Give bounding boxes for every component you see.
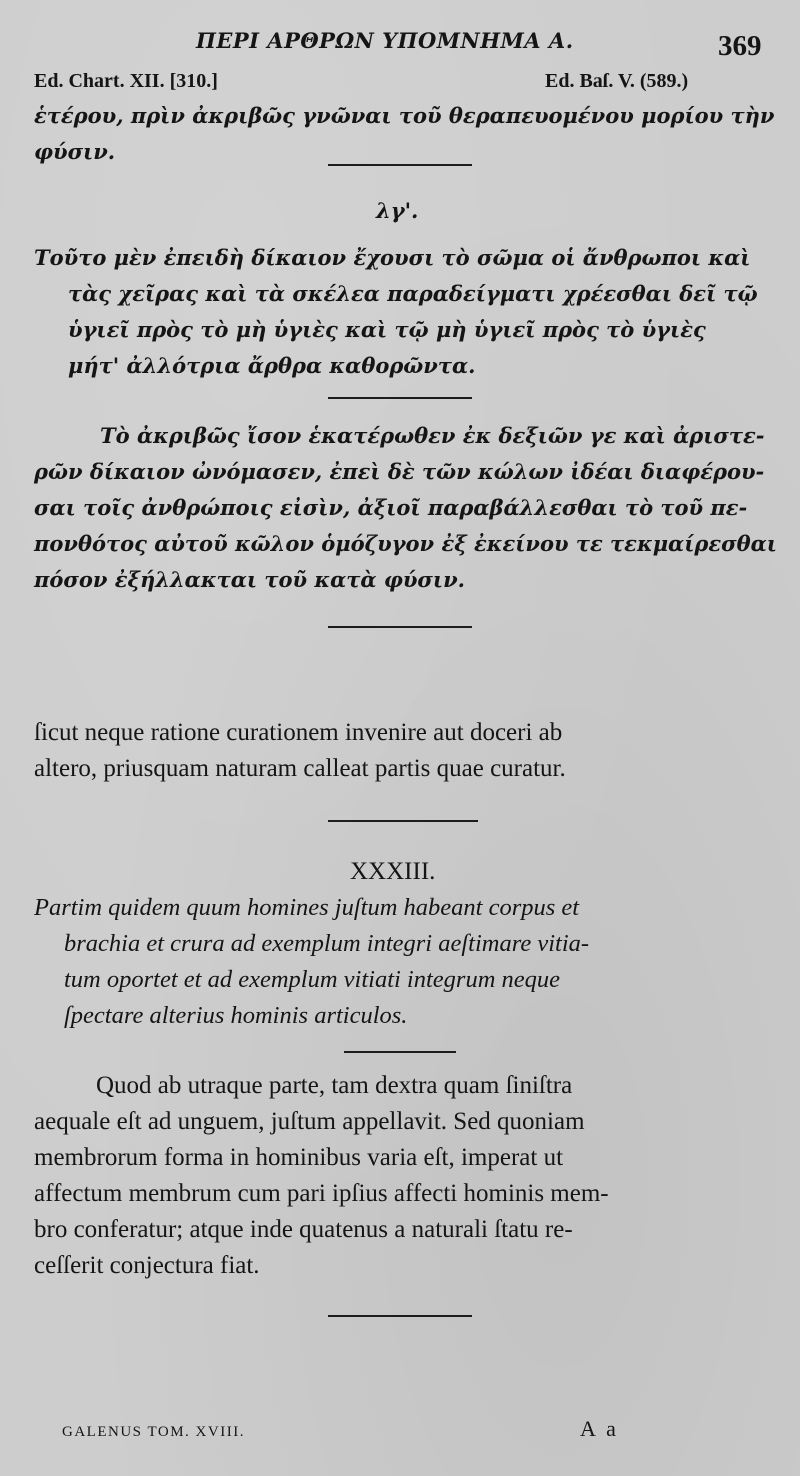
text-line: Τὸ ἀκριβῶς ἴσον ἑκατέρωθεν ἐκ δεξιῶν γε καὶ ἀριστε- — [100, 423, 765, 448]
edition-reference-right: Ed. Baſ. V. (589.) — [545, 70, 689, 92]
text-line: ſpectare alterius hominis articulos. — [64, 1002, 408, 1029]
text-line: brachia et crura ad exemplum integri aeſtimare vitia- — [64, 930, 590, 957]
greek-aphorism — [34, 240, 758, 384]
greek-opening-text — [34, 98, 775, 170]
gathering-signature: A a — [580, 1416, 619, 1441]
section-divider — [328, 626, 472, 628]
text-line: bro conferatur; atque inde quatenus a naturali ſtatu re- — [34, 1216, 573, 1243]
text-line: Τοῦτο μὲν ἐπειδὴ δίκαιον ἔχουσι τὸ σῶμα οἱ ἄνθρωποι καὶ — [34, 245, 751, 270]
text-line: πόσον ἐξήλλακται τοῦ κατὰ φύσιν. — [34, 567, 465, 592]
greek-commentary — [34, 418, 777, 598]
text-line: aequale eſt ad unguem, juſtum appellavit. Sed quoniam — [34, 1108, 585, 1135]
latin-section-number: XXXIII. — [350, 858, 436, 885]
text-line: ſicut neque ratione curationem invenire aut doceri ab — [34, 719, 563, 746]
text-line: ὑγιεῖ πρὸς τὸ μὴ ὑγιὲς καὶ τῷ μὴ ὑγιεῖ πρὸς τὸ ὑγιὲς — [68, 317, 706, 342]
text-line: Partim quidem quum homines juſtum habeant corpus et — [34, 894, 580, 921]
section-divider — [328, 164, 472, 166]
text-line: φύσιν. — [34, 139, 116, 164]
section-divider — [328, 820, 478, 822]
latin-commentary — [34, 1068, 609, 1284]
latin-aphorism — [34, 890, 589, 1034]
text-line: tum oportet et ad exemplum vitiati integrum neque — [64, 966, 561, 993]
text-line: ἑτέρου, πρὶν ἀκριβῶς γνῶναι τοῦ θεραπευομένου μορίου τὴν — [34, 103, 775, 128]
section-divider — [344, 1051, 456, 1053]
section-divider — [328, 1315, 472, 1317]
text-line: πονθότος αὐτοῦ κῶλον ὁμόζυγον ἐξ ἐκείνου τε τεκμαίρεσθαι — [34, 531, 777, 556]
greek-section-number: λγ'. — [376, 198, 419, 223]
text-line: affectum membrum cum pari ipſius affecti hominis mem- — [34, 1180, 609, 1207]
text-line: ceſſerit conjectura fiat. — [34, 1252, 260, 1279]
edition-reference-left: Ed. Chart. XII. [310.] — [34, 70, 218, 92]
section-divider — [328, 397, 472, 399]
page-number: 369 — [718, 30, 762, 62]
text-line: σαι τοῖς ἀνθρώποις εἰσὶν, ἀξιοῖ παραβάλλεσθαι τὸ τοῦ πε- — [34, 495, 748, 520]
text-line: altero, priusquam naturam calleat partis quae curatur. — [34, 755, 566, 782]
text-line: membrorum forma in hominibus varia eſt, imperat ut — [34, 1144, 564, 1171]
latin-opening-text — [34, 715, 566, 787]
text-line: ρῶν δίκαιον ὠνόμασεν, ἐπεὶ δὲ τῶν κώλων ἰδέαι διαφέρου- — [34, 459, 765, 484]
running-title: ΠΕΡΙ ΑΡΘΡΩΝ ΥΠΟΜΝΗΜΑ Α. — [196, 28, 574, 53]
text-line: μήτ' ἀλλότρια ἄρθρα καθορῶντα. — [68, 353, 476, 378]
text-line: Quod ab utraque parte, tam dextra quam ſiniſtra — [96, 1072, 573, 1099]
text-line: τὰς χεῖρας καὶ τὰ σκέλεα παραδείγματι χρέεσθαι δεῖ τῷ — [68, 281, 758, 306]
volume-signature: GALENUS TOM. XVIII. — [62, 1424, 245, 1440]
